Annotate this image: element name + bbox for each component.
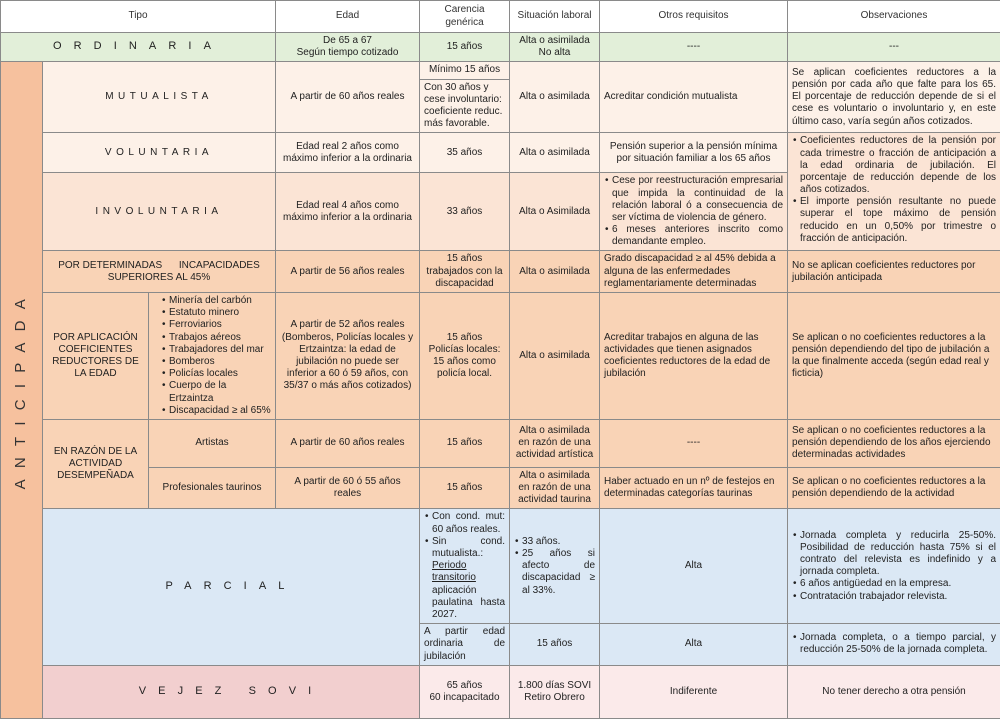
artistas-carencia: 15 años [420,419,510,467]
mutualista-carencia-2: Con 30 años y cese involuntario: coeficiente reduc. más favorable. [420,79,510,133]
voluntaria-carencia: 35 años [420,133,510,173]
vol-inv-obs-2: • El importe pensión resultante no puede superar el tope máximo de pensión reducido en un 0,50% por trimestre o fracción de anticipación. [800,196,996,245]
incapacidades-label-3: SUPERIORES AL 45% [108,272,210,283]
parcial-2-carencia: 15 años [510,624,600,666]
artistas-label: Artistas [149,419,276,467]
header-carencia: Carencia genérica [420,1,510,33]
incapacidades-label-2: INCAPACIDADES [179,260,260,271]
parcial-otros-3: • Contratación trabajador relevista. [800,591,996,603]
row-artistas [1,419,1000,467]
involuntaria-edad: Edad real 4 años como máximo inferior a la ordinaria [276,173,420,251]
ordinaria-situacion-1: Alta o asimilada [514,35,595,47]
ordinaria-edad-2: Según tiempo cotizado [280,47,415,59]
coeficientes-carencia-1: 15 años [424,332,505,344]
voluntaria-label: VOLUNTARIA [43,133,276,173]
parcial-edad-1: • Con cond. mut: 60 años reales. [432,511,505,535]
voluntaria-otros: Pensión superior a la pensión mínima por situación familiar a los 65 años [600,133,788,173]
row-ordinaria [1,33,1000,62]
parcial-label: PARCIAL [43,509,420,665]
parcial-edad [420,509,510,624]
voluntaria-situacion: Alta o asimilada [510,133,600,173]
sovi-edad [420,665,510,719]
parcial-edad-4: aplicación paulatina hasta 2027. [432,585,505,620]
incapacidades-label-1: POR DETERMINADAS [58,260,162,271]
ordinaria-otros: ---- [600,33,788,62]
ordinaria-situacion [510,33,600,62]
coeficientes-item: • Trabajadores del mar [169,344,271,356]
parcial-carencia-2: • 25 años si afecto de discapacidad ≥ al 33%. [522,548,595,597]
coeficientes-otros: Acreditar trabajos en alguna de las actividades que tienen asignados coeficientes reductores de la edad de jubilación [600,293,788,420]
parcial-edad-2 [432,536,505,621]
header-edad: Edad [276,1,420,33]
coeficientes-carencia [420,293,510,420]
header-observaciones: Observaciones [788,1,1000,33]
coeficientes-item: • Cuerpo de la Ertzaintza [169,380,271,404]
coeficientes-item: • Ferroviarios [169,319,271,331]
involuntaria-situacion: Alta o Asimilada [510,173,600,251]
ordinaria-label: ORDINARIA [1,33,276,62]
involuntaria-carencia: 33 años [420,173,510,251]
taurinos-situacion: Alta o asimilada en razón de una actividad taurina [510,467,600,509]
parcial-carencia [510,509,600,624]
header-row [1,1,1000,33]
sovi-label: VEJEZ SOVI [43,665,420,719]
parcial-otros-1: • Jornada completa y reducirla 25-50%. Posibilidad de reducción hasta 75% si el contrato del relevista es indefinido y a jornada completa. [800,530,996,579]
header-tipo: Tipo [1,1,276,33]
sovi-otros: No tener derecho a otra pensión [788,665,1000,719]
anticipada-label-cell [1,62,43,719]
taurinos-edad: A partir de 60 ó 55 años reales [276,467,420,509]
parcial-2-edad: A partir edad ordinaria de jubilación [420,624,510,666]
mutualista-situacion: Alta o asimilada [510,62,600,133]
mutualista-obs: Se aplican coeficientes reductores a la pensión por cada año que falte para los 65. El porcentaje de reducción depende de si el cese es voluntario o involuntario y, en este último caso, varía según años cotizados. [788,62,1000,133]
parcial-situacion: Alta [600,509,788,624]
artistas-edad: A partir de 60 años reales [276,419,420,467]
sovi-edad-2: 60 incapacitado [424,692,505,704]
row-taurinos [1,467,1000,509]
taurinos-obs: Se aplican o no coeficientes reductores a la pensión dependiendo de la actividad [788,467,1000,509]
row-parcial [1,509,1000,624]
coeficientes-carencia-2: Policías locales: 15 años como policía local. [424,344,505,381]
coeficientes-edad: A partir de 52 años reales (Bomberos, Policías locales y Ertzaintza: la edad de jubilación no puede ser inferior a 60 ó 59 años, con 35/37 o más años cotizados) [276,293,420,420]
coeficientes-item: • Estatuto minero [169,307,271,319]
sovi-carencia-2: Retiro Obrero [514,692,595,704]
parcial-periodo-transitorio: Periodo transitorio [432,560,476,583]
taurinos-otros: Haber actuado en un nº de festejos en determinadas categorías taurinas [600,467,788,509]
header-otros: Otros requisitos [600,1,788,33]
parcial-2-otros-1: • Jornada completa, o a tiempo parcial, y reducción 25-50% de la jornada completa. [800,632,996,656]
coeficientes-item: • Bomberos [169,356,271,368]
taurinos-label: Profesionales taurinos [149,467,276,509]
row-sovi [1,665,1000,719]
anticipada-label: ANTICIPADA [12,288,30,489]
sovi-carencia [510,665,600,719]
ordinaria-situacion-2: No alta [514,47,595,59]
parcial-carencia-1: • 33 años. [522,536,595,548]
sovi-situacion: Indiferente [600,665,788,719]
sovi-carencia-1: 1.800 días SOVI [514,680,595,692]
ordinaria-edad [276,33,420,62]
coeficientes-item: • Trabajos aéreos [169,332,271,344]
row-coeficientes [1,293,1000,420]
involuntaria-otros-1: • Cese por reestructuración empresarial que impida la continuidad de la relación laboral ó a consecuencia de ser víctima de violencia de género. [612,175,783,224]
parcial-2-otros [788,624,1000,666]
involuntaria-otros-2: • 6 meses anteriores inscrito como demandante empleo. [612,224,783,248]
parcial-edad-2-text: Sin cond. mutualista.: [432,536,505,559]
incapacidades-label [43,251,276,293]
coeficientes-obs: Se aplican o no coeficientes reductores a la pensión dependiendo del tipo de jubilación a la que finalmente acceda (según edad real y ficticia) [788,293,1000,420]
vol-inv-obs-1: • Coeficientes reductores de la pensión por cada trimestre o fracción de anticipación a la edad ordinaria de jubilación. El porcentaje de reducción depende de los años cotizados. [800,135,996,196]
mutualista-otros: Acreditar condición mutualista [600,62,788,133]
artistas-otros: ---- [600,419,788,467]
artistas-situacion: Alta o asimilada en razón de una actividad artística [510,419,600,467]
taurinos-carencia: 15 años [420,467,510,509]
ordinaria-carencia: 15 años [420,33,510,62]
parcial-otros-2: • 6 años antigüedad en la empresa. [800,578,996,590]
voluntaria-edad: Edad real 2 años como máximo inferior a la ordinaria [276,133,420,173]
parcial-otros [788,509,1000,624]
header-situacion: Situación laboral [510,1,600,33]
row-voluntaria [1,133,1000,173]
coeficientes-list [149,293,276,420]
ordinaria-edad-1: De 65 a 67 [280,35,415,47]
parcial-2-situacion: Alta [600,624,788,666]
coeficientes-label: POR APLICACIÓN COEFICIENTES REDUCTORES DE LA EDAD [43,293,149,420]
sovi-edad-1: 65 años [424,680,505,692]
ordinaria-obs: --- [788,33,1000,62]
coeficientes-situacion: Alta o asimilada [510,293,600,420]
coeficientes-item: • Minería del carbón [169,295,271,307]
mutualista-edad: A partir de 60 años reales [276,62,420,133]
actividad-label: EN RAZÓN DE LA ACTIVIDAD DESEMPEÑADA [43,419,149,509]
involuntaria-label: INVOLUNTARIA [43,173,276,251]
coeficientes-item: • Discapacidad ≥ al 65% [169,405,271,417]
mutualista-carencia-1: Mínimo 15 años [420,62,510,79]
row-incapacidades [1,251,1000,293]
involuntaria-otros [600,173,788,251]
artistas-obs: Se aplican o no coeficientes reductores a la pensión dependiendo de los años ejerciendo determinadas actividades [788,419,1000,467]
coeficientes-item: • Policías locales [169,368,271,380]
incapacidades-edad: A partir de 56 años reales [276,251,420,293]
mutualista-label: MUTUALISTA [43,62,276,133]
incapacidades-obs: No se aplican coeficientes reductores por jubilación anticipada [788,251,1000,293]
vol-inv-obs [788,133,1000,251]
incapacidades-otros: Grado discapacidad ≥ al 45% debida a alguna de las enfermedades reglamentariamente determinadas [600,251,788,293]
incapacidades-carencia: 15 años trabajados con la discapacidad [420,251,510,293]
incapacidades-situacion: Alta o asimilada [510,251,600,293]
row-mutualista [1,62,1000,79]
